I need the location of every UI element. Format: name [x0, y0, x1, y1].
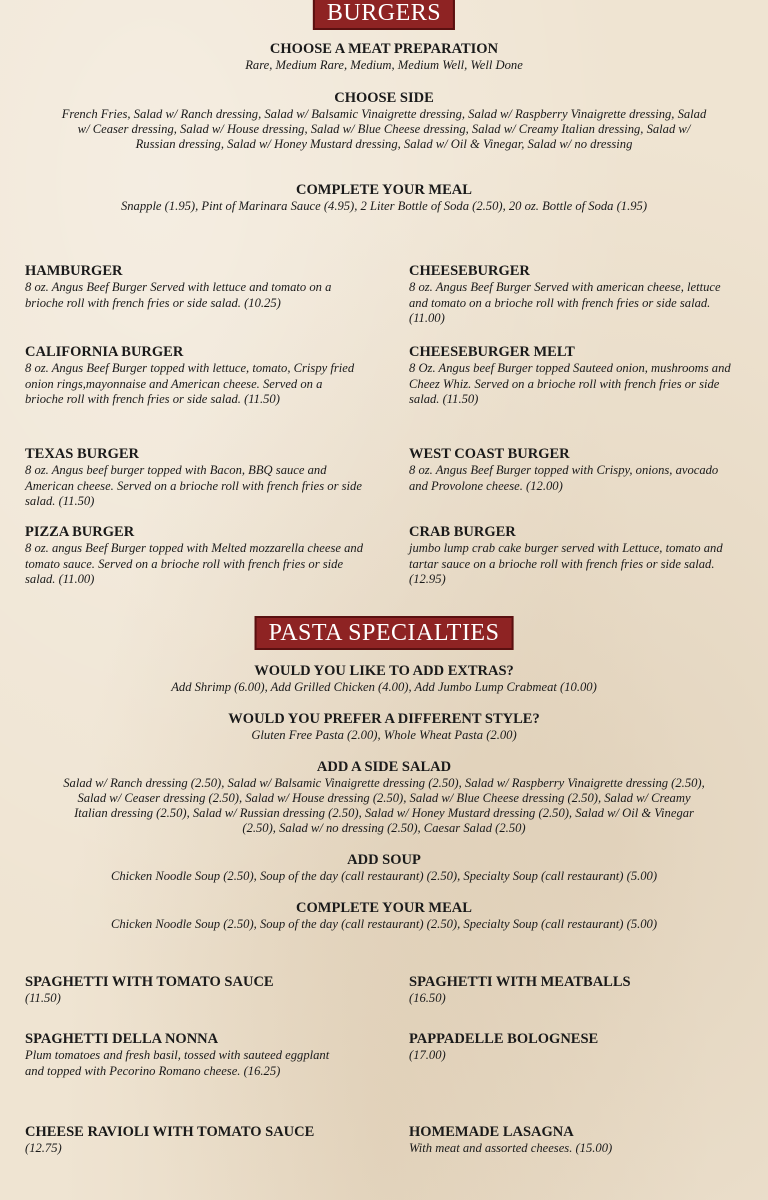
- option-heading: CHOOSE A MEAT PREPARATION: [269, 41, 499, 57]
- item-name: CALIFORNIA BURGER: [25, 344, 184, 360]
- item-name: PIZZA BURGER: [25, 524, 135, 540]
- burger-option-meat-preparation: [40, 40, 728, 73]
- option-heading: COMPLETE YOUR MEAL: [296, 182, 472, 198]
- option-heading: COMPLETE YOUR MEAL: [296, 900, 472, 916]
- item-name: CHEESEBURGER: [409, 263, 530, 279]
- option-heading: WOULD YOU PREFER A DIFFERENT STYLE?: [228, 711, 540, 727]
- menu-item-pizza-burger: [25, 524, 363, 588]
- option-text: Salad w/ Ranch dressing (2.50), Salad w/ Balsamic Vinaigrette dressing (2.50), Salad w/ Raspberry Vinaigrette dressing (2.50), Salad w/ Ceaser dressing (2.50), Salad w/ House dressing (2.50), Salad w/ Blue Cheese dressing (2.50), Salad w/ Creamy Italian dressing (2.50), Salad w/ Russian dressing (2.50), Salad w/ Honey Mustard dressing (2.50), Salad w/ Oil & Vinegar (2.50), Salad w/ no dressing (2.50), Caesar Salad (2.50): [63, 776, 705, 835]
- item-description: jumbo lump crab cake burger served with Lettuce, tomato and tartar sauce on a brioche roll with french fries or side salad. (12.95): [409, 541, 723, 586]
- menu-item-cheeseburger-melt: [409, 344, 739, 408]
- option-text: Chicken Noodle Soup (2.50), Soup of the day (call restaurant) (2.50), Specialty Soup (call restaurant) (5.00): [110, 869, 658, 883]
- item-name: WEST COAST BURGER: [409, 446, 570, 462]
- pasta-option-style: [40, 710, 728, 743]
- menu-item-cheeseburger: [409, 263, 739, 327]
- item-description: 8 oz. Angus Beef Burger topped with lettuce, tomato, Crispy fried onion rings,mayonnaise and American cheese. Served on a brioche roll with french fries or side salad. (11.50): [25, 361, 355, 406]
- option-text: Chicken Noodle Soup (2.50), Soup of the day (call restaurant) (2.50), Specialty Soup (call restaurant) (5.00): [110, 917, 658, 931]
- menu-item-texas-burger: [25, 446, 363, 510]
- item-name: SPAGHETTI WITH MEATBALLS: [409, 974, 631, 990]
- item-name: CRAB BURGER: [409, 524, 516, 540]
- item-description: 8 oz. angus Beef Burger topped with Melted mozzarella cheese and tomato sauce. Served on a brioche roll with french fries or side salad. (11.00): [25, 541, 363, 586]
- item-name: CHEESE RAVIOLI WITH TOMATO SAUCE: [25, 1124, 315, 1140]
- menu-item-west-coast-burger: [409, 446, 739, 494]
- item-name: HOMEMADE LASAGNA: [409, 1124, 574, 1140]
- item-description: Plum tomatoes and fresh basil, tossed with sauteed eggplant and topped with Pecorino Romano cheese. (16.25): [25, 1048, 330, 1078]
- item-name: TEXAS BURGER: [25, 446, 140, 462]
- menu-item-california-burger: [25, 344, 363, 408]
- option-heading: CHOOSE SIDE: [334, 90, 434, 106]
- pasta-option-side-salad: [62, 758, 706, 836]
- menu-item-crab-burger: [409, 524, 739, 588]
- item-description: (16.50): [409, 991, 446, 1005]
- menu-item-pappadelle-bolognese: [409, 1031, 739, 1064]
- item-description: (17.00): [409, 1048, 446, 1062]
- pasta-section-title: PASTA SPECIALTIES: [255, 616, 514, 650]
- item-name: SPAGHETTI DELLA NONNA: [25, 1031, 219, 1047]
- menu-item-hamburger: [25, 263, 363, 311]
- item-name: SPAGHETTI WITH TOMATO SAUCE: [25, 974, 274, 990]
- option-heading: ADD SOUP: [347, 852, 421, 868]
- burger-option-complete-meal: [40, 181, 728, 214]
- item-description: 8 Oz. Angus beef Burger topped Sauteed onion, mushrooms and Cheez Whiz. Served on a brioche roll with french fries or side salad. (11.50): [409, 361, 731, 406]
- item-description: 8 oz. Angus beef burger topped with Bacon, BBQ sauce and American cheese. Served on a brioche roll with french fries or side salad. (11.50): [25, 463, 362, 508]
- item-description: 8 oz. Angus Beef Burger topped with Crispy, onions, avocado and Provolone cheese. (12.00): [409, 463, 719, 493]
- item-description: (11.50): [25, 991, 61, 1005]
- burger-option-side: [58, 89, 710, 152]
- menu-item-homemade-lasagna: [409, 1124, 739, 1157]
- item-name: HAMBURGER: [25, 263, 123, 279]
- option-text: Gluten Free Pasta (2.00), Whole Wheat Pasta (2.00): [251, 728, 517, 742]
- menu-item-cheese-ravioli: [25, 1124, 363, 1157]
- item-name: PAPPADELLE BOLOGNESE: [409, 1031, 599, 1047]
- option-heading: WOULD YOU LIKE TO ADD EXTRAS?: [254, 663, 514, 679]
- item-description: With meat and assorted cheeses. (15.00): [409, 1141, 613, 1155]
- item-description: 8 oz. Angus Beef Burger Served with american cheese, lettuce and tomato on a brioche roll with french fries or side salad. (11.00): [409, 280, 721, 325]
- item-description: (12.75): [25, 1141, 62, 1155]
- option-text: Rare, Medium Rare, Medium, Medium Well, Well Done: [245, 58, 523, 72]
- option-heading: ADD A SIDE SALAD: [316, 759, 452, 775]
- option-text: Snapple (1.95), Pint of Marinara Sauce (4.95), 2 Liter Bottle of Soda (2.50), 20 oz. Bottle of Soda (1.95): [120, 199, 648, 213]
- item-name: CHEESEBURGER MELT: [409, 344, 575, 360]
- option-text: French Fries, Salad w/ Ranch dressing, Salad w/ Balsamic Vinaigrette dressing, Salad w/ Raspberry Vinaigrette dressing, Salad w/ Ceaser dressing, Salad w/ House dressing, Salad w/ Blue Cheese dressing, Salad w/ Creamy Italian dressing, Salad w/ Russian dressing, Salad w/ Honey Mustard dressing, Salad w/ Oil & Vinegar, Salad w/ no dressing: [61, 107, 707, 151]
- pasta-option-extras: [40, 662, 728, 695]
- menu-item-spaghetti-meatballs: [409, 974, 739, 1007]
- menu-item-spaghetti-della-nonna: [25, 1031, 337, 1079]
- menu-item-spaghetti-tomato-sauce: [25, 974, 363, 1007]
- burgers-section-title: BURGERS: [313, 0, 455, 30]
- pasta-option-complete-meal: [40, 899, 728, 932]
- item-description: 8 oz. Angus Beef Burger Served with lettuce and tomato on a brioche roll with french fries or side salad. (10.25): [25, 280, 332, 310]
- pasta-option-soup: [40, 851, 728, 884]
- option-text: Add Shrimp (6.00), Add Grilled Chicken (4.00), Add Jumbo Lump Crabmeat (10.00): [171, 680, 597, 694]
